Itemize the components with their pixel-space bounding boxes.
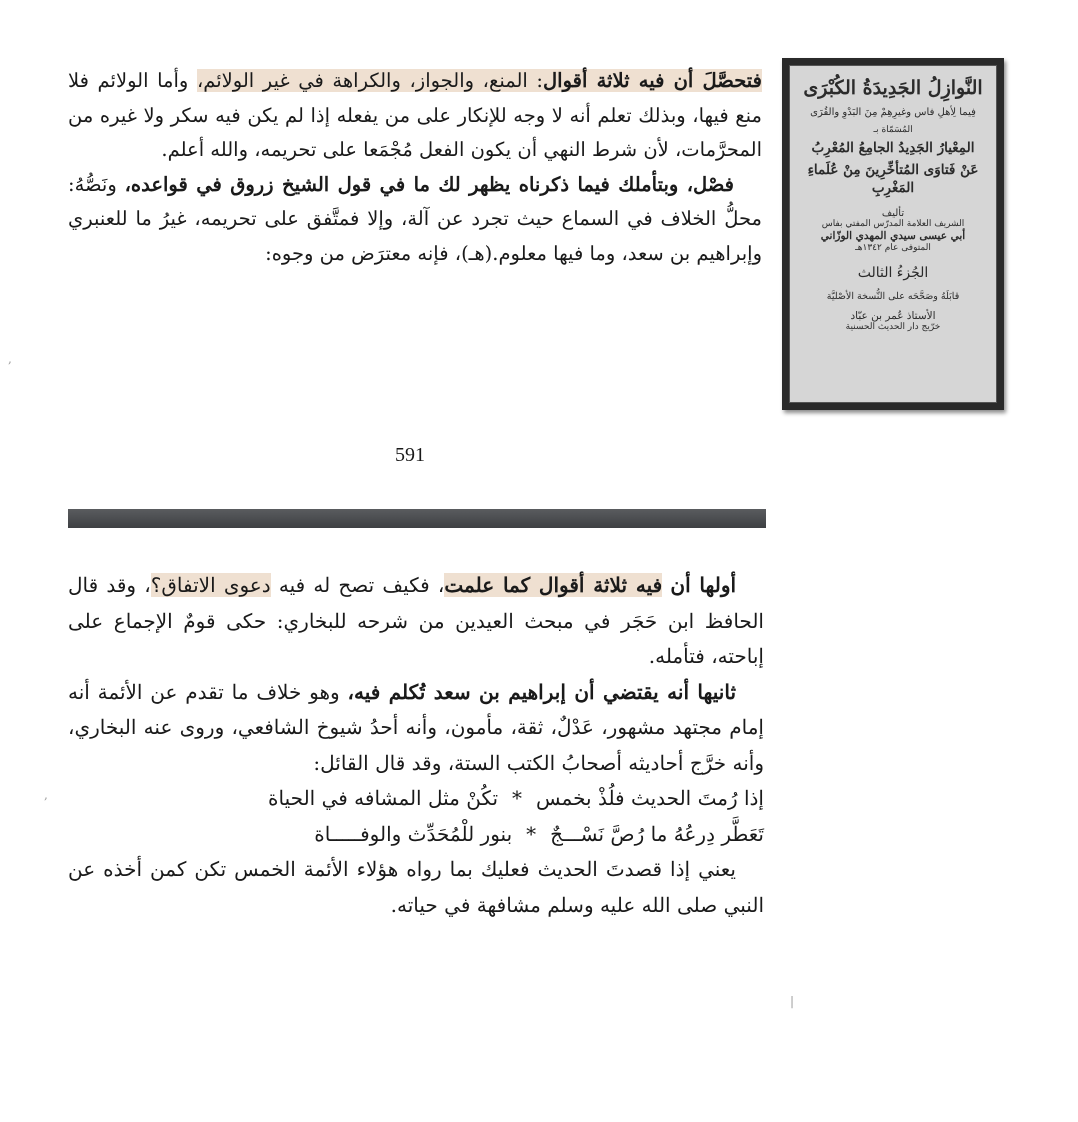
cover-named-label: المُسَمّاة بـ <box>873 124 913 135</box>
bottom-p1-bold-start: أولها أن <box>670 573 737 597</box>
page-number: 591 <box>395 444 425 466</box>
top-paragraph-1-rest: وأما الولائم فلا منع فيها، وبذلك تعلم أنه لا وجه للإنكار على من يفعله إذا لم يكن فيه سكر ولا غيره من المحرَّمات، لأن شرط النهي أن يكون الفعل مُجْمَعا على تحريمه، والله أعلم. <box>68 69 762 161</box>
cover-editor-name: الأستاذ عُمر بن عبّاد <box>850 310 936 322</box>
bottom-p2-rest: وهو خلاف ما تقدم عن الأئمة أنه إمام مجتهد مشهور، عَدْلٌ، ثقة، مأمون، وأنه أحدُ شيوخ الشافعي، وروى عنه البخاري، وأنه خرَّج أحاديثه أصحابُ الكتب الستة، وقد قال القائل: <box>68 679 764 775</box>
bottom-p1-rest: ، وقد قال الحافظ ابن حَجَر في مبحث العيدين من شرحه للبخاري: حكى قومٌ الإجماع على إباحته، فتأمله. <box>68 573 764 668</box>
verse-1-separator: * <box>512 786 523 810</box>
book-cover-inner <box>789 65 997 403</box>
cover-editor-line: قابَلَهُ وصَحَّحَه على النُّسخة الأصْليَّة <box>826 291 960 302</box>
cover-editor-role: خرّيج دار الحديث الحسنية <box>845 322 941 332</box>
cover-title2-line1: المِعْيارُ الجَدِيدُ الجامِعُ المُعْرِبُ <box>811 139 975 156</box>
verse-1-second: تكُنْ مثل المشافه في الحياة <box>268 786 499 810</box>
bottom-paragraph-1 <box>68 568 764 675</box>
verse-1-first: إذا رُمتَ الحديث فلُذْ بخمس <box>536 786 764 810</box>
verse-2-first: تَعَطَّر دِرعُهُ ما رُصَّ نَسْـــجٌ <box>550 821 764 846</box>
verse-2-separator: * <box>526 821 537 846</box>
verse-2-second: بنور للْمُحَدِّث والوفـــــاة <box>314 821 513 846</box>
verse-line-1 <box>68 781 764 817</box>
top-highlight <box>197 69 762 92</box>
cover-author-line1: الشريف العلامة المدرّس المفتي بفاس <box>821 218 965 229</box>
bottom-page-text <box>68 568 764 923</box>
top-highlight-bold: فتحصَّلَ أن فيه ثلاثة أقوال <box>543 69 762 92</box>
cover-title: النَّوازِلُ الجَدِيدَةُ الكُبْرَى <box>803 77 983 99</box>
cover-author-death: المتوفى عام ١٣٤٢هـ <box>855 243 931 254</box>
bottom-p1-highlight-plain: دعوى الاتفاق؟ <box>150 573 271 597</box>
bottom-p2-bold: ثانيها أنه يقتضي أن إبراهيم بن سعد تُكلم فيه، <box>347 679 737 704</box>
book-cover <box>782 58 1004 410</box>
top-paragraph-1 <box>68 64 762 168</box>
verse-line-2 <box>68 817 764 853</box>
cover-author-label: تأليف <box>881 207 905 219</box>
cover-subtitle: فِيما لِأهلِ فاس وغيرِهِمْ مِنَ البَدْوِ والقُرَى <box>810 106 976 118</box>
margin-tick-right: | <box>790 994 795 1008</box>
top-highlight-rest: : المنع، والجواز، والكراهة في غير الولائم، <box>196 69 544 92</box>
bottom-p1-after-bold: ، فكيف تصح له فيه <box>278 573 445 597</box>
top-paragraph-2-rest: ونَصُّهُ: محلُّ الخلاف في السماع حيث تجرد عن آلة، وإلا فمتَّفق على تحريمه، غيرُ ما للعنبري وإبراهيم بن سعد، وما فيها معلوم.(هـ)، فإنه معترَض من وجوه: <box>68 172 762 265</box>
top-page-text <box>68 64 762 271</box>
top-paragraph-2 <box>68 168 762 272</box>
section-divider <box>68 509 766 528</box>
margin-tick-left-2: , <box>44 788 48 802</box>
cover-author-name: أبي عيسى سيدي المهدي الوزّاني <box>820 230 966 243</box>
bottom-p1-highlight-bold: فيه ثلاثة أقوال كما علمت <box>444 573 663 597</box>
top-paragraph-2-bold: فصْل، وبتأملك فيما ذكرناه يظهر لك ما في قول الشيخ زروق في قواعده، <box>124 172 734 196</box>
margin-tick-left: , <box>8 352 12 366</box>
bottom-paragraph-3: يعني إذا قصدتَ الحديث فعليك بما رواه هؤلاء الأئمة الخمس تكن كمن أخذه عن النبي صلى الله عليه وسلم مشافهة في حياته. <box>68 857 764 917</box>
bottom-paragraph-2 <box>68 675 764 782</box>
cover-volume: الجُزءُ الثالث <box>857 265 929 281</box>
cover-title2-line2: عَنْ فَتاوَى المُتأخِّرِينَ مِنْ عُلَماءِ المَغْرِبِ <box>807 162 979 197</box>
